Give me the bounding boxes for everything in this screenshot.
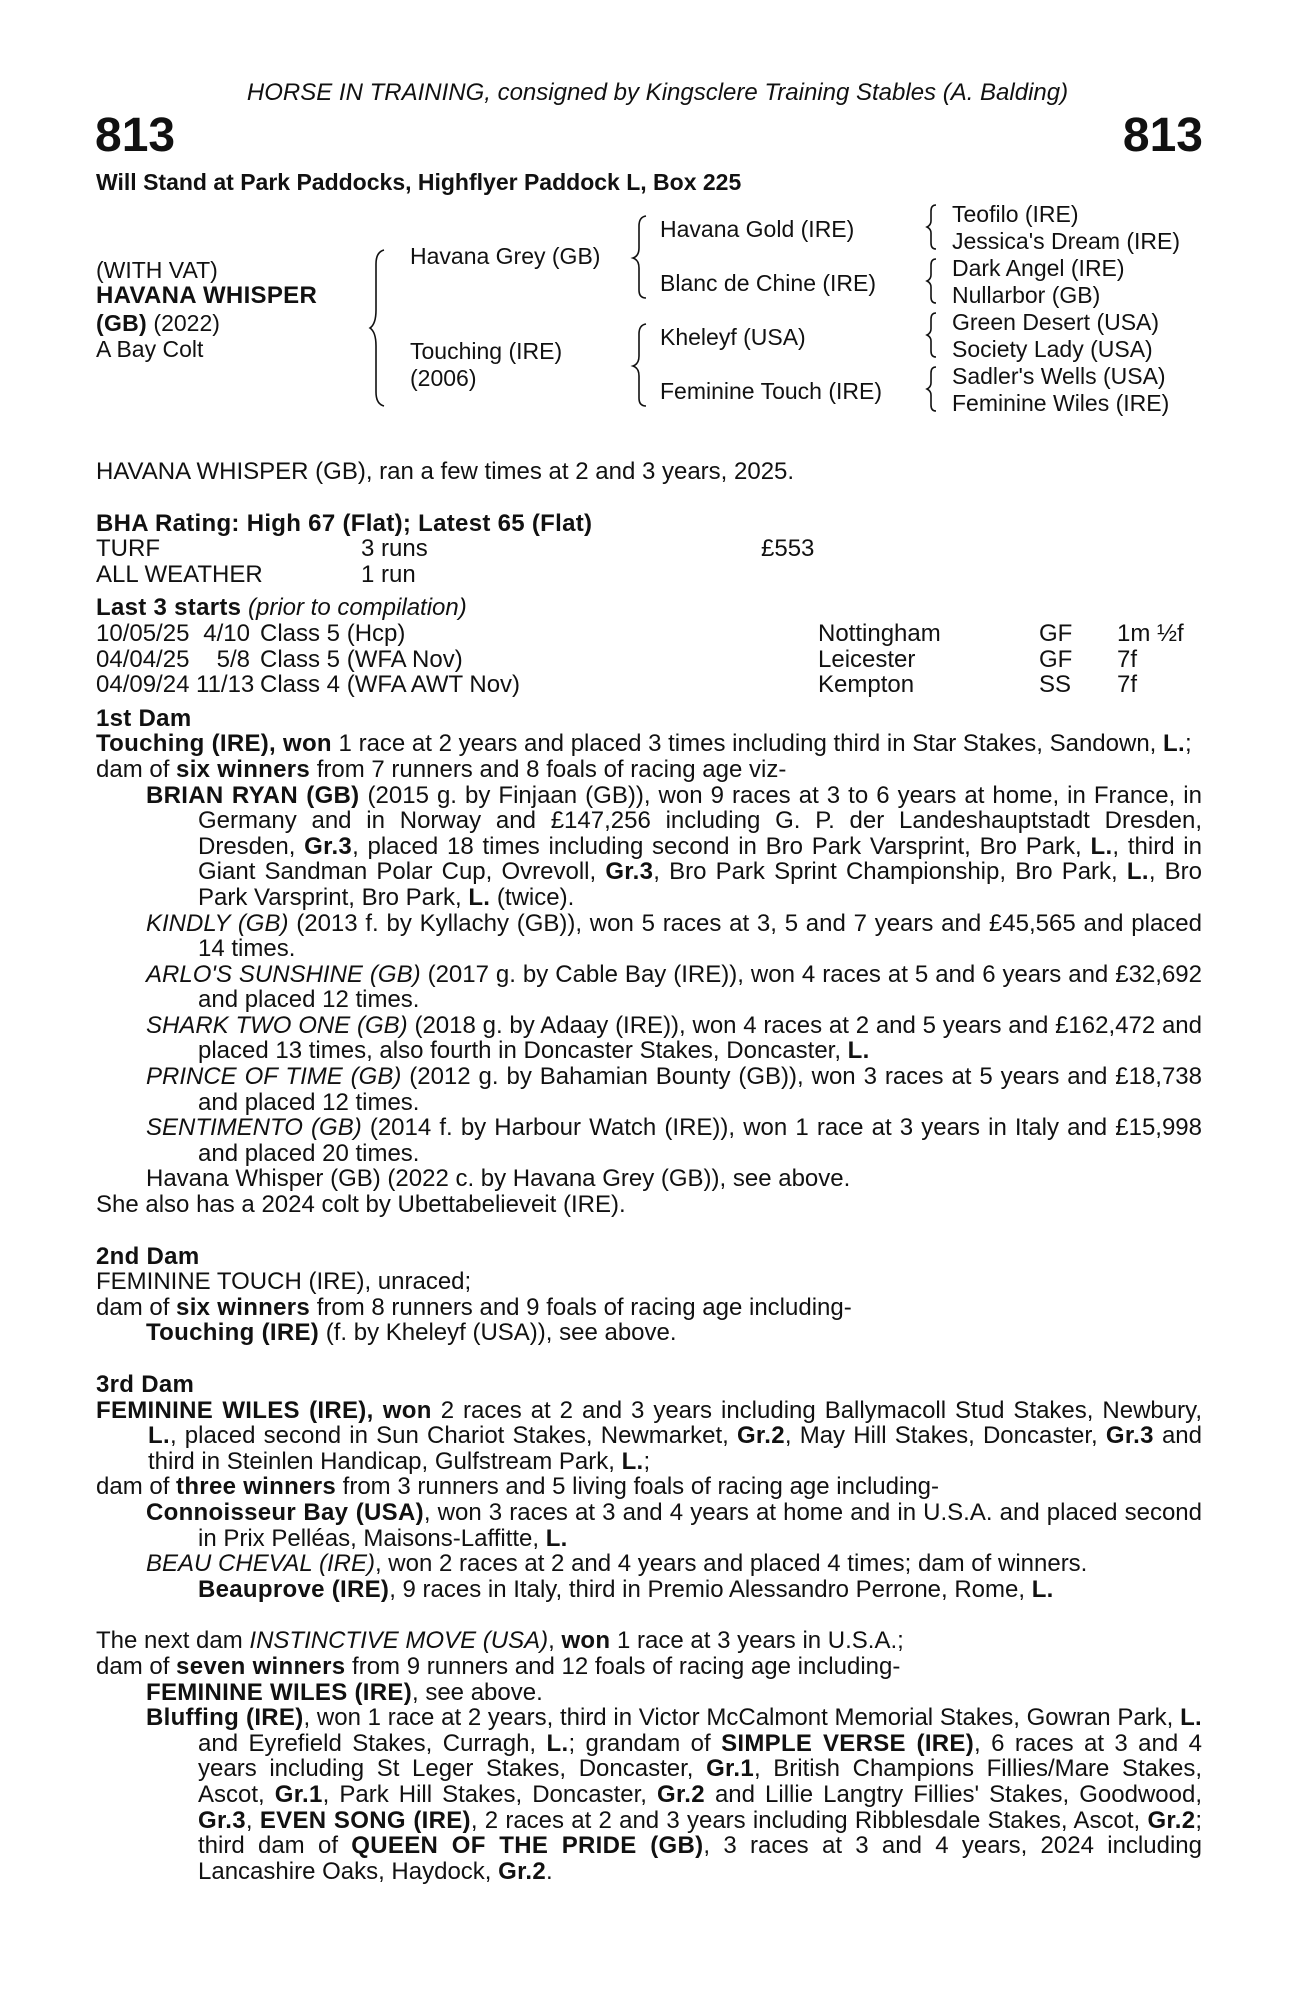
produce-sentimento: SENTIMENTO (GB) (2014 f. by Harbour Watch (IRE)), won 1 race at 3 years in Italy and £15,998 and placed 20 times. [146, 1114, 1203, 1167]
first-dam-also: She also has a 2024 colt by Ubettabelieveit (IRE). [96, 1191, 626, 1219]
start-date: 10/05/25 [96, 619, 190, 647]
start-course: Leicester [818, 645, 916, 673]
start-position: 5/8 [216, 645, 250, 673]
third-dam-paragraph: FEMININE WILES (IRE), won 2 races at 2 and 3 years including Ballymacoll Stud Stakes, Newbury, L., placed second in Sun Chariot Stakes, Newmarket, Gr.2, May Hill Stakes, Doncaster, Gr.3 and third in Steinlen Handicap, Gulfstream Park, L.; [96, 1396, 1202, 1475]
produce-kindly: KINDLY (GB) (2013 f. by Kyllachy (GB)), won 5 races at 3, 5 and 7 years and £45,565 and placed 14 times. [146, 909, 1203, 963]
first-dam-produce: dam of six winners from 7 runners and 8 foals of racing age viz- [96, 755, 787, 783]
summary: HAVANA WHISPER (GB), ran a few times at 2 and 3 years, 2025. [96, 458, 795, 485]
last-starts-heading: Last 3 starts [96, 594, 242, 622]
sire: Havana Grey (GB) [410, 243, 601, 269]
vat-note: (WITH VAT) [96, 257, 218, 283]
produce-prince-of-time: PRINCE OF TIME (GB) (2012 g. by Bahamian Bounty (GB)), won 3 races at 5 years and £18,738 and placed 12 times. [146, 1063, 1202, 1116]
pedigree-bracket-dam [634, 322, 654, 406]
ggp-4: Nullarbor (GB) [952, 282, 1101, 308]
start-distance: 7f [1117, 645, 1138, 673]
ggp-3: Dark Angel (IRE) [952, 255, 1125, 281]
produce-beau-cheval: BEAU CHEVAL (IRE), won 2 races at 2 and 4 years and placed 4 times; dam of winners. [146, 1550, 1088, 1578]
rating-runs: 3 runs [361, 535, 428, 563]
rating-surface: TURF [96, 535, 160, 563]
start-going: GF [1039, 619, 1073, 647]
pedigree-bracket-main [372, 248, 392, 408]
produce-shark-two-one: SHARK TWO ONE (GB) (2018 g. by Adaay (IRE)), won 4 races at 2 and 5 years and £162,472 and placed 13 times, also fourth in Doncaster Stakes, Doncaster, L. [146, 1011, 1202, 1065]
horse-country: (GB) [96, 310, 148, 336]
start-class: Class 5 (WFA Nov) [260, 645, 463, 673]
first-dam-heading: 1st Dam [96, 704, 192, 732]
next-dam-paragraph: The next dam INSTINCTIVE MOVE (USA), won 1 race at 3 years in U.S.A.; [96, 1627, 904, 1655]
last-starts-table [96, 621, 1202, 698]
sire-dam: Blanc de Chine (IRE) [660, 270, 877, 296]
dam: Touching (IRE) [410, 338, 563, 364]
pedigree-bracket-sire [634, 214, 654, 298]
pedigree-bracket-ggp-2 [926, 257, 942, 305]
table-row [96, 647, 1202, 673]
ggp-2: Jessica's Dream (IRE) [952, 228, 1181, 254]
sire-sire: Havana Gold (IRE) [660, 216, 855, 242]
consignment-line: HORSE IN TRAINING, consigned by Kingsclere Training Stables (A. Balding) [246, 79, 1069, 106]
start-distance: 7f [1117, 671, 1138, 699]
last-starts-title [96, 595, 1202, 621]
ggp-5: Green Desert (USA) [952, 309, 1160, 335]
dam-sire: Kheleyf (USA) [660, 324, 806, 350]
pedigree-bracket-ggp-3 [926, 311, 942, 359]
last-starts-note: (prior to compilation) [241, 594, 467, 622]
catalogue-body [96, 459, 1202, 1884]
dam-dam: Feminine Touch (IRE) [660, 378, 882, 404]
produce-touching: Touching (IRE) (f. by Kheleyf (USA)), see above. [146, 1319, 677, 1347]
third-dam-heading: 3rd Dam [96, 1371, 195, 1398]
table-row [96, 621, 1202, 647]
rating-row-aw [96, 562, 1202, 588]
start-date: 04/04/25 [96, 645, 190, 673]
rating-surface: ALL WEATHER [96, 560, 263, 588]
start-date: 04/09/24 [96, 671, 190, 699]
horse-name: HAVANA WHISPER [96, 282, 318, 309]
start-going: SS [1039, 671, 1072, 699]
horse-name-country-year [96, 310, 220, 336]
rating-row-turf [96, 536, 1202, 562]
start-course: Kempton [818, 671, 915, 699]
start-going: GF [1039, 645, 1073, 673]
stand-location: Will Stand at Park Paddocks, Highflyer Paddock L, Box 225 [96, 169, 742, 195]
ggp-7: Sadler's Wells (USA) [952, 363, 1166, 389]
start-position: 4/10 [203, 619, 250, 647]
produce-havana-whisper: Havana Whisper (GB) (2022 c. by Havana Grey (GB)), see above. [146, 1165, 851, 1193]
rating-earnings: £553 [761, 535, 815, 563]
horse-description: A Bay Colt [96, 336, 204, 362]
next-dam-produce: dam of seven winners from 9 runners and 12 foals of racing age including- [96, 1652, 901, 1680]
lot-number-left: 813 [95, 109, 176, 162]
pedigree-bracket-ggp-4 [926, 365, 942, 413]
start-class: Class 4 (WFA AWT Nov) [260, 671, 521, 699]
second-dam-heading: 2nd Dam [96, 1242, 200, 1270]
ggp-8: Feminine Wiles (IRE) [952, 390, 1170, 416]
start-course: Nottingham [818, 619, 941, 647]
horse-year: (2022) [147, 310, 220, 336]
dam-year: (2006) [410, 365, 477, 391]
rating-runs: 1 run [361, 560, 416, 588]
start-distance: 1m ½f [1117, 619, 1184, 647]
produce-connoisseur-bay: Connoisseur Bay (USA), won 3 races at 3 and 4 years at home and in U.S.A. and placed second in Prix Pelléas, Maisons-Laffitte, L. [146, 1498, 1202, 1552]
produce-brian-ryan: BRIAN RYAN (GB) (2015 g. by Finjaan (GB)), won 9 races at 3 to 6 years at home, in France, in Germany and in Norway and £147,256 including G. P. der Landeshauptstadt Dresden, Dresden, Gr.3, placed 18 times including second in Bro Park Varsprint, Bro Park, L., third in Giant Sandman Polar Cup, Ovrevoll, Gr.3, Bro Park Sprint Championship, Bro Park, L., Bro Park Varsprint, Bro Park, L. (twice). [146, 781, 1203, 911]
third-dam-produce: dam of three winners from 3 runners and 5 living foals of racing age including- [96, 1473, 939, 1501]
ggp-6: Society Lady (USA) [952, 336, 1153, 362]
produce-bluffing: Bluffing (IRE), won 1 race at 2 years, third in Victor McCalmont Memorial Stakes, Gowran Park, L. and Eyrefield Stakes, Curragh, L.; grandam of SIMPLE VERSE (IRE), 6 races at 3 and 4 years including St Leger Stakes, Doncaster, Gr.1, British Champions Fillies/Mare Stakes, Ascot, Gr.1, Park Hill Stakes, Doncaster, Gr.2 and Lillie Langtry Fillies' Stakes, Goodwood, Gr.3, EVEN SONG (IRE), 2 races at 2 and 3 years including Ribblesdale Stakes, Ascot, Gr.2; third dam of QUEEN OF THE PRIDE (GB), 3 races at 3 and 4 years, 2024 including Lancashire Oaks, Haydock, Gr.2. [146, 1704, 1203, 1885]
table-row [96, 672, 1202, 698]
second-dam-paragraph: FEMININE TOUCH (IRE), unraced; [96, 1268, 472, 1296]
lot-number-right: 813 [1122, 109, 1203, 162]
second-dam-produce: dam of six winners from 8 runners and 9 foals of racing age including- [96, 1293, 852, 1321]
produce-feminine-wiles: FEMININE WILES (IRE), see above. [146, 1678, 543, 1706]
ggp-1: Teofilo (IRE) [952, 201, 1079, 227]
start-class: Class 5 (Hcp) [260, 619, 406, 647]
pedigree-bracket-ggp-1 [926, 203, 942, 251]
start-position: 11/13 [196, 671, 255, 699]
produce-beauprove: Beauprove (IRE), 9 races in Italy, third in Premio Alessandro Perrone, Rome, L. [198, 1575, 1054, 1603]
first-dam-paragraph: Touching (IRE), won 1 race at 2 years and placed 3 times including third in Star Stakes, Sandown, L.; [96, 730, 1192, 758]
bha-rating-title: BHA Rating: High 67 (Flat); Latest 65 (Flat) [96, 509, 593, 537]
produce-arlos-sunshine: ARLO'S SUNSHINE (GB) (2017 g. by Cable Bay (IRE)), won 4 races at 5 and 6 years and £32,692 and placed 12 times. [146, 960, 1203, 1014]
